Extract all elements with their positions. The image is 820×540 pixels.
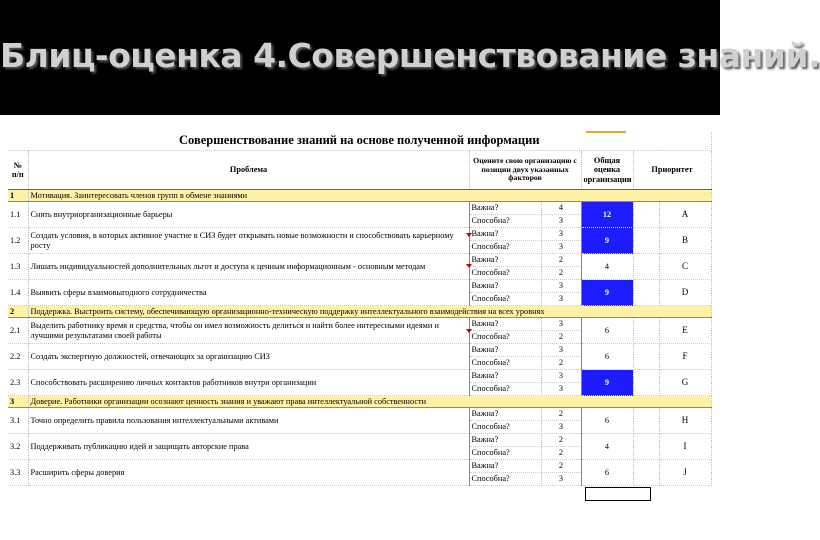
- question-importance: Важна?: [469, 228, 541, 241]
- total-score: 6: [581, 344, 633, 370]
- total-score: 12: [581, 202, 633, 228]
- score-capability: 2: [541, 331, 581, 344]
- priority-spacer: [633, 434, 659, 460]
- score-importance: 2: [541, 434, 581, 447]
- score-importance: 3: [541, 370, 581, 383]
- table-row: [8, 254, 711, 267]
- score-importance: 3: [541, 280, 581, 293]
- slide-title: Блиц-оценка 4.Совершенствование знаний.: [0, 36, 820, 75]
- total-score: 9: [581, 228, 633, 254]
- priority-letter: J: [659, 460, 711, 486]
- priority-letter: C: [659, 254, 711, 280]
- priority-spacer: [633, 254, 659, 280]
- question-importance: Важна?: [469, 318, 541, 331]
- question-importance: Важна?: [469, 370, 541, 383]
- item-num: 2.1: [8, 318, 28, 344]
- col-priority-header: Приоритет: [633, 151, 711, 190]
- question-capability: Способна?: [469, 215, 541, 228]
- question-capability: Способна?: [469, 331, 541, 344]
- priority-letter: H: [659, 408, 711, 434]
- score-capability: 2: [541, 267, 581, 280]
- item-problem: Выделить работнику время и средства, чтобы он имел возможность делиться и найти более интересными идеями и лучшими результатами своей работы: [28, 318, 469, 344]
- section-num: 3: [8, 396, 28, 408]
- score-importance: 4: [541, 202, 581, 215]
- item-num: 1.3: [8, 254, 28, 280]
- question-capability: Способна?: [469, 421, 541, 434]
- table-row: [8, 280, 711, 293]
- item-num: 3.1: [8, 408, 28, 434]
- section-title: Доверие. Работники организации осознают ценность знания и уважают права интеллектуальной собственности: [28, 396, 711, 408]
- section-title: Поддержка. Выстроить систему, обеспечивающую организационно-техническую поддержку интеллектуального взаимодействия на всех уровнях: [28, 306, 711, 318]
- score-capability: 2: [541, 357, 581, 370]
- priority-letter: G: [659, 370, 711, 396]
- section-num: 2: [8, 306, 28, 318]
- item-problem: Снять внутриорганизационные барьеры: [28, 202, 469, 228]
- table-row: [8, 370, 711, 383]
- question-importance: Важна?: [469, 408, 541, 421]
- total-score: 9: [581, 370, 633, 396]
- score-importance: 3: [541, 228, 581, 241]
- selected-cell[interactable]: [585, 487, 651, 501]
- item-problem: Расширить сферы доверия: [28, 460, 469, 486]
- question-importance: Важна?: [469, 460, 541, 473]
- item-num: 3.2: [8, 434, 28, 460]
- item-problem: Создать экспертную должностей, отвечающих за организацию СИЗ: [28, 344, 469, 370]
- score-capability: 3: [541, 241, 581, 254]
- priority-spacer: [633, 408, 659, 434]
- col-num-header: № п/п: [8, 151, 28, 190]
- col-total-header: Общая оценка организации: [581, 151, 633, 190]
- priority-letter: B: [659, 228, 711, 254]
- score-capability: 3: [541, 421, 581, 434]
- score-importance: 2: [541, 408, 581, 421]
- question-capability: Способна?: [469, 383, 541, 396]
- total-score: 9: [581, 280, 633, 306]
- question-capability: Способна?: [469, 293, 541, 306]
- item-problem: Создать условия, в которых активное участие в СИЗ будет открывать новые возможности и способствовать карьерному росту: [28, 228, 469, 254]
- score-importance: 3: [541, 344, 581, 357]
- total-score: 4: [581, 434, 633, 460]
- score-capability: 3: [541, 293, 581, 306]
- score-capability: 3: [541, 473, 581, 486]
- section-num: 1: [8, 190, 28, 202]
- question-importance: Важна?: [469, 344, 541, 357]
- section-row: [8, 396, 711, 408]
- table-row: [8, 434, 711, 447]
- item-num: 1.1: [8, 202, 28, 228]
- question-capability: Способна?: [469, 447, 541, 460]
- question-capability: Способна?: [469, 357, 541, 370]
- priority-letter: D: [659, 280, 711, 306]
- table-title: Совершенствование знаний на основе полученной информации: [8, 132, 711, 151]
- question-capability: Способна?: [469, 241, 541, 254]
- item-num: 2.3: [8, 370, 28, 396]
- spreadsheet: [8, 132, 711, 500]
- score-capability: 3: [541, 215, 581, 228]
- section-row: [8, 190, 711, 202]
- priority-letter: F: [659, 344, 711, 370]
- table-row: [8, 202, 711, 215]
- item-num: 1.4: [8, 280, 28, 306]
- table-row: [8, 228, 711, 241]
- comment-marker: [466, 264, 472, 268]
- item-problem: Точно определить правила пользования интеллектуальными активами: [28, 408, 469, 434]
- priority-spacer: [633, 280, 659, 306]
- col-problem-header: Проблема: [28, 151, 469, 190]
- item-problem: Выявить сферы взаимовыгодного сотрудничества: [28, 280, 469, 306]
- comment-marker: [466, 233, 472, 237]
- question-importance: Важна?: [469, 434, 541, 447]
- table-body: [8, 190, 711, 486]
- score-importance: 2: [541, 460, 581, 473]
- item-problem: Поддерживать публикацию идей и защищать авторские права: [28, 434, 469, 460]
- item-num: 2.2: [8, 344, 28, 370]
- item-problem: Лишать индивидуальностей дополнительных льгот и доступа к ценным информационным - основным методам: [28, 254, 469, 280]
- priority-letter: I: [659, 434, 711, 460]
- comment-marker: [466, 329, 472, 333]
- section-row: [8, 306, 711, 318]
- priority-spacer: [633, 370, 659, 396]
- priority-spacer: [633, 228, 659, 254]
- table-row: [8, 408, 711, 421]
- priority-spacer: [633, 460, 659, 486]
- slide-header: [0, 0, 820, 115]
- item-problem: Способствовать расширению личных контактов работников внутри организации: [28, 370, 469, 396]
- score-importance: 2: [541, 254, 581, 267]
- total-score: 6: [581, 408, 633, 434]
- table-row: [8, 344, 711, 357]
- table-row: [8, 318, 711, 331]
- priority-letter: E: [659, 318, 711, 344]
- question-capability: Способна?: [469, 267, 541, 280]
- total-score: 4: [581, 254, 633, 280]
- assessment-table: [8, 132, 712, 486]
- priority-spacer: [633, 318, 659, 344]
- col-assess-header: Оцените свою организацию с позиции двух указанных факторов: [469, 151, 581, 190]
- total-score: 6: [581, 318, 633, 344]
- priority-spacer: [633, 344, 659, 370]
- section-title: Мотивация. Заинтересовать членов групп в обмене знаниями: [28, 190, 711, 202]
- total-score: 6: [581, 460, 633, 486]
- priority-spacer: [633, 202, 659, 228]
- score-capability: 3: [541, 383, 581, 396]
- priority-letter: A: [659, 202, 711, 228]
- question-importance: Важна?: [469, 202, 541, 215]
- question-capability: Способна?: [469, 473, 541, 486]
- score-capability: 2: [541, 447, 581, 460]
- question-importance: Важна?: [469, 280, 541, 293]
- score-importance: 3: [541, 318, 581, 331]
- question-importance: Важна?: [469, 254, 541, 267]
- table-row: [8, 460, 711, 473]
- item-num: 1.2: [8, 228, 28, 254]
- item-num: 3.3: [8, 460, 28, 486]
